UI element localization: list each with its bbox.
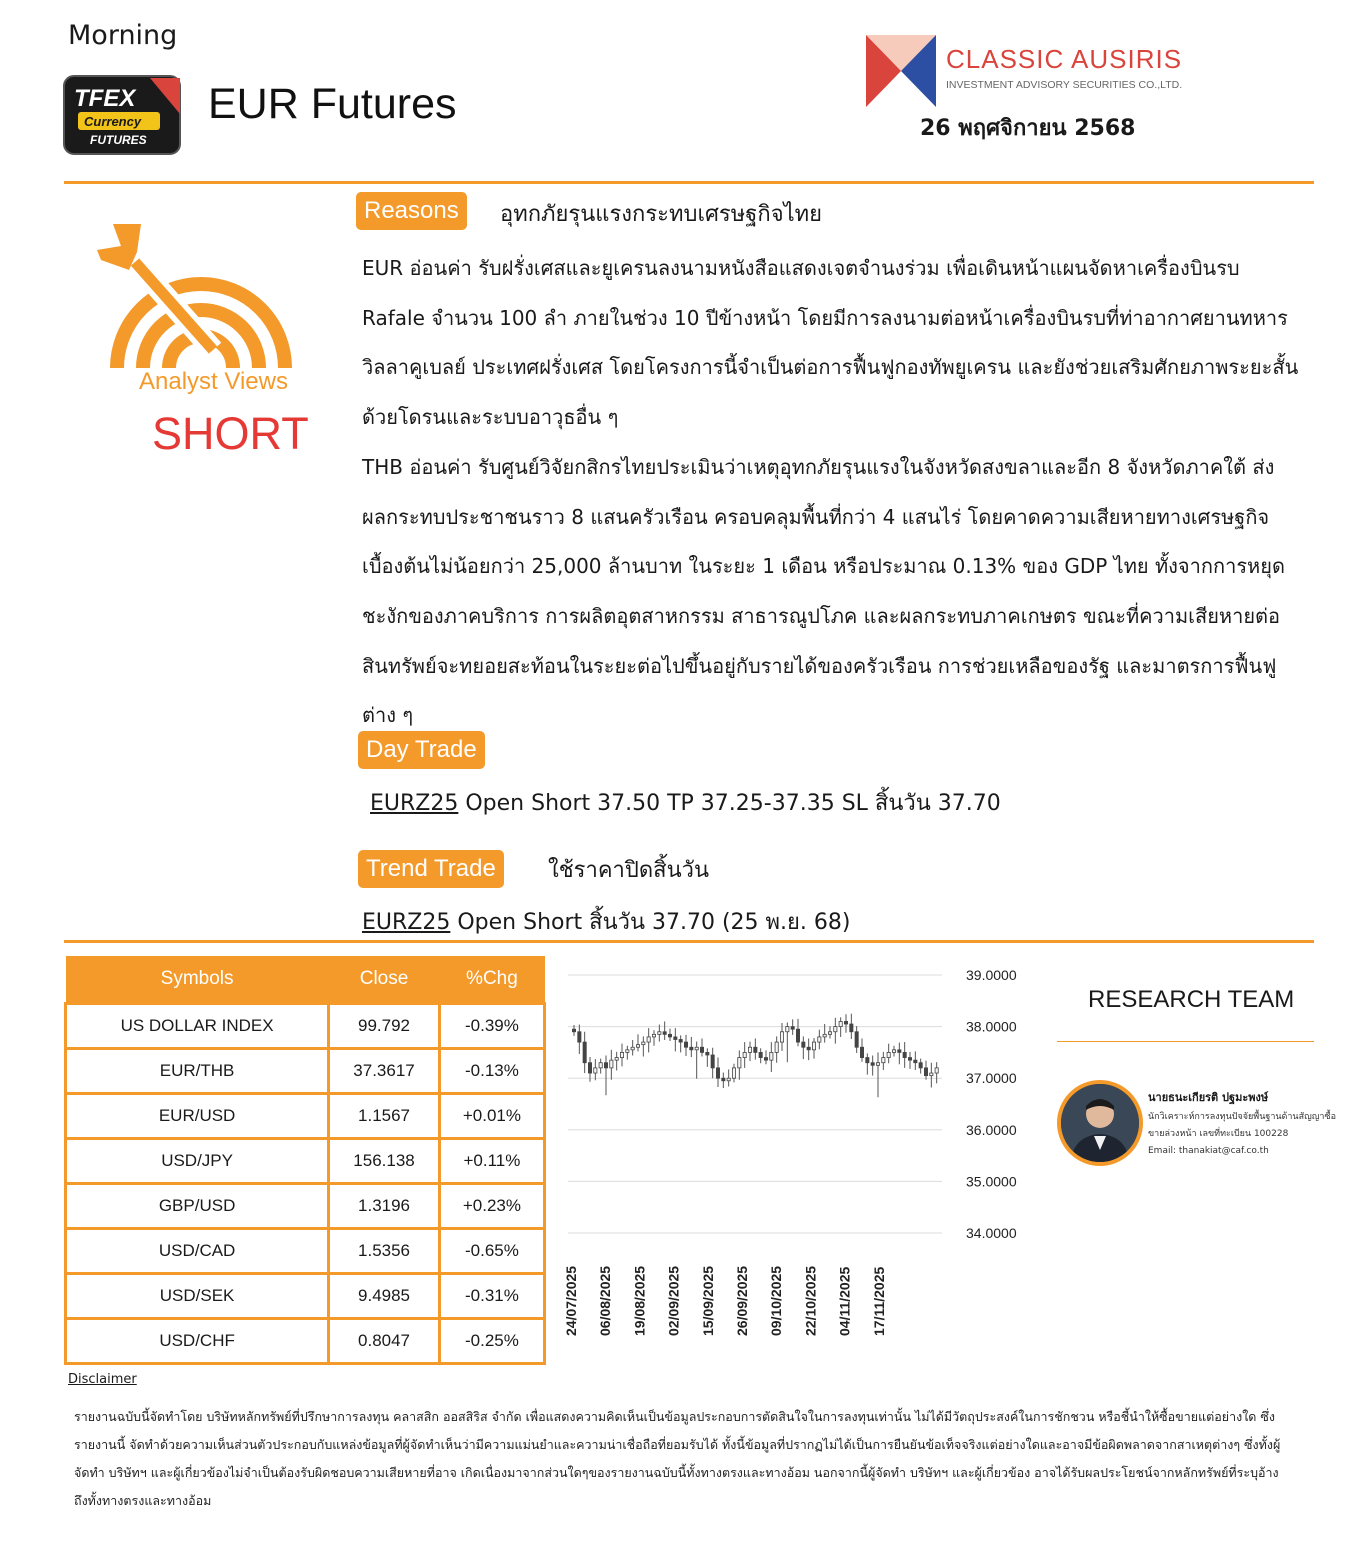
candle-body [615, 1058, 618, 1061]
y-tick-label: 38.0000 [966, 1018, 1017, 1035]
candle-body [716, 1068, 719, 1078]
chg-cell: -0.25% [439, 1319, 544, 1364]
candle-body [690, 1047, 693, 1050]
candle-body [743, 1052, 746, 1057]
candle-body [764, 1058, 767, 1061]
candle-body [892, 1050, 895, 1053]
analyst-name: นายธนะเกียรติ ปฐมะพงษ์ [1148, 1091, 1269, 1104]
candle-body [924, 1068, 927, 1076]
candle-body [823, 1034, 826, 1037]
candle-body [914, 1060, 917, 1063]
classic-ausiris-logo-mark [866, 35, 936, 107]
close-cell: 0.8047 [329, 1319, 440, 1364]
candle-body [588, 1063, 591, 1073]
candle-body [780, 1032, 783, 1042]
candle-body [876, 1063, 879, 1066]
futures-text: FUTURES [90, 133, 147, 147]
x-tick-label: 24/07/2025 [563, 1265, 579, 1336]
table-row [66, 1319, 545, 1364]
analyst-email: Email: thanakiat@caf.co.th [1148, 1146, 1269, 1156]
close-cell: 37.3617 [329, 1049, 440, 1094]
candle-body [610, 1060, 613, 1068]
table-row [66, 1094, 545, 1139]
candle-body [636, 1045, 639, 1048]
x-tick-label: 15/09/2025 [699, 1265, 716, 1336]
candle-body [748, 1047, 751, 1052]
candle-body [834, 1027, 837, 1032]
candle-body [860, 1047, 863, 1057]
reasons-headline: อุทกภัยรุนแรงกระทบเศรษฐกิจไทย [500, 202, 823, 227]
day-trade-symbol: EURZ25 [370, 791, 459, 816]
table-row [66, 1184, 545, 1229]
candle-body [898, 1050, 901, 1053]
candle-body [700, 1047, 703, 1052]
close-cell: 1.5356 [329, 1229, 440, 1274]
divider [64, 181, 1314, 184]
candle-body [775, 1042, 778, 1052]
candle-body [572, 1029, 575, 1032]
day-trade-detail: Open Short 37.50 TP 37.25-37.35 SL สิ้นวัน 37.70 [458, 791, 1001, 816]
table-row [66, 1229, 545, 1274]
symbol-cell: USD/CHF [66, 1319, 329, 1364]
col-symbols: Symbols [66, 956, 329, 1004]
table-row [66, 1004, 545, 1049]
trend-trade-note: ใช้ราคาปิดสิ้นวัน [548, 858, 710, 883]
reason-paragraph-eur: EUR อ่อนค่า รับฝรั่งเศสและยูเครนลงนามหนังสือแสดงเจตจำนงร่วม เพื่อเดินหน้าแผนจัดหาเครื่องบินรบ Rafale จำนวน 100 ลำ ภายในช่วง 10 ปีข้างหน้า โดยมีการลงนามต่อหน้าเครื่องบินรบที่ท่าอากาศยานทหารวิลลาคูเบลย์ ประเทศฝรั่งเศส โดยโครงการนี้จำเป็นต่อการฟื้นฟูกองทัพยูเครน และยังช่วยเสริมศักยภาพระยะสั้นด้วยโดรนและระบบอาวุธอื่น ๆ [362, 256, 1299, 430]
candle-body [722, 1078, 725, 1081]
candle-body [679, 1040, 682, 1043]
chg-cell: -0.65% [439, 1229, 544, 1274]
chg-cell: +0.01% [439, 1094, 544, 1139]
x-tick-label: 06/08/2025 [597, 1265, 614, 1336]
close-cell: 99.792 [329, 1004, 440, 1049]
chg-cell: +0.23% [439, 1184, 544, 1229]
chg-cell: -0.39% [439, 1004, 544, 1049]
candle-body [919, 1063, 922, 1068]
analyst-info-line: ขายล่วงหน้า เลขที่ทะเบียน 100228 [1148, 1129, 1289, 1139]
candle-body [908, 1058, 911, 1061]
morning-label: Morning [68, 20, 178, 51]
report-date: 26 พฤศจิกายน 2568 [920, 116, 1136, 141]
candle-body [786, 1027, 789, 1032]
candle-body [599, 1063, 602, 1068]
trend-trade-tag: Trend Trade [358, 850, 504, 888]
candle-body [807, 1047, 810, 1050]
chg-cell: -0.13% [439, 1049, 544, 1094]
y-tick-label: 37.0000 [966, 1070, 1017, 1087]
disclaimer-title: Disclaimer [68, 1372, 137, 1387]
candle-body [796, 1029, 799, 1042]
candle-body [844, 1021, 847, 1024]
candle-body [754, 1047, 757, 1052]
fx-quotes-table [64, 956, 546, 1365]
divider [64, 940, 1314, 943]
disclaimer-text: รายงานฉบับนี้จัดทำโดย บริษัทหลักทรัพย์ที่ปรึกษาการลงทุน คลาสสิก ออสสิริส จำกัด เพื่อแสดงความคิดเห็นเป็นข้อมูลประกอบการตัดสินใจในการลงทุนเท่านั้น ไม่ได้มีวัตถุประสงค์ในการชักชวน หรือชี้นำให้ซื้อขายแต่อย่างใด ซึ่งรายงานนี้ จัดทำด้วยความเห็นส่วนตัวประกอบกับแหล่งข้อมูลที่ผู้จัดทำเห็นว่ามีความแม่นยำและความน่าเชื่อถือที่ยอมรับได้ ทั้งนี้ข้อมูลที่ปรากฏไม่ได้เป็นการยืนยันข้อเท็จจริงแต่อย่างใดและอาจมีข้อผิดพลาดจากสาเหตุต่างๆ ซึ่งทั้งผู้จัดทำ บริษัทฯ และผู้เกี่ยวข้องไม่จำเป็นต้องรับผิดชอบความเสียหายที่อาจ เกิดเนื่องมาจากส่วนใดๆของรายงานฉบับนี้ทั้งทางตรงและทางอ้อม นอกจากนี้ผู้จัดทำ บริษัทฯ และผู้เกี่ยวข้อง อาจได้รับผลประโยชน์จากหลักทรัพย์ที่ระบุอ้างถึงทั้งทางตรงและทางอ้อม [74, 1409, 1281, 1508]
symbol-cell: US DOLLAR INDEX [66, 1004, 329, 1049]
day-trade-tag: Day Trade [358, 731, 485, 769]
currency-text: Currency [84, 114, 142, 129]
col-chg: %Chg [439, 956, 544, 1004]
candle-body [620, 1052, 623, 1057]
page-title: EUR Futures [208, 80, 457, 128]
candle-body [578, 1032, 581, 1042]
candle-body [626, 1050, 629, 1053]
tfex-currency-futures-logo [62, 74, 182, 156]
candle-body [647, 1037, 650, 1042]
candle-body [594, 1068, 597, 1073]
candle-body [930, 1073, 933, 1076]
candle-body [759, 1052, 762, 1057]
analyst-info-line: นักวิเคราะห์การลงทุนปัจจัยพื้นฐานด้านสัญญาซื้อ [1148, 1112, 1336, 1122]
table-row [66, 1274, 545, 1319]
symbol-cell: GBP/USD [66, 1184, 329, 1229]
candle-body [706, 1052, 709, 1055]
candle-body [663, 1032, 666, 1035]
candle-body [887, 1052, 890, 1057]
candle-body [871, 1063, 874, 1066]
trend-trade-detail: Open Short สิ้นวัน 37.70 (25 พ.ย. 68) [450, 910, 851, 935]
research-divider [1057, 1041, 1314, 1042]
candle-body [850, 1024, 853, 1032]
trend-trade-symbol: EURZ25 [362, 910, 451, 935]
candle-body [642, 1042, 645, 1045]
close-cell: 1.1567 [329, 1094, 440, 1139]
candle-body [866, 1058, 869, 1063]
person-icon [1061, 1084, 1139, 1162]
symbol-cell: EUR/THB [66, 1049, 329, 1094]
candle-body [882, 1058, 885, 1063]
candle-body [711, 1055, 714, 1068]
brand-name: CLASSIC AUSIRIS [946, 44, 1183, 74]
target-dart-icon [95, 222, 305, 372]
candle-body [695, 1047, 698, 1050]
chg-cell: +0.11% [439, 1139, 544, 1184]
analyst-avatar [1057, 1080, 1143, 1166]
y-tick-label: 36.0000 [966, 1121, 1017, 1138]
candle-body [770, 1052, 773, 1060]
candle-body [604, 1063, 607, 1068]
analyst-info [1148, 1109, 1348, 1160]
y-tick-label: 35.0000 [966, 1173, 1017, 1190]
candle-body [935, 1068, 938, 1073]
eurz25-candlestick-chart [556, 958, 1036, 1348]
analyst-views-label: Analyst Views [139, 368, 288, 395]
symbol-cell: USD/SEK [66, 1274, 329, 1319]
candle-body [652, 1034, 655, 1037]
symbol-cell: USD/CAD [66, 1229, 329, 1274]
candle-body [738, 1058, 741, 1068]
analyst-view-signal: SHORT [152, 408, 309, 459]
tfex-text: TFEX [74, 85, 136, 112]
trend-trade-line [362, 904, 850, 939]
close-cell: 9.4985 [329, 1274, 440, 1319]
y-tick-label: 39.0000 [966, 967, 1017, 983]
symbol-cell: USD/JPY [66, 1139, 329, 1184]
reasons-tag: Reasons [356, 192, 467, 230]
candle-body [583, 1042, 586, 1063]
y-tick-label: 34.0000 [966, 1225, 1017, 1241]
candle-body [732, 1068, 735, 1078]
close-cell: 156.138 [329, 1139, 440, 1184]
candle-body [812, 1042, 815, 1050]
table-header-row [66, 956, 545, 1004]
x-tick-label: 22/10/2025 [802, 1265, 819, 1336]
reasons-body [362, 244, 1307, 741]
candle-body [818, 1037, 821, 1042]
symbol-cell: EUR/USD [66, 1094, 329, 1139]
candle-body [658, 1032, 661, 1035]
x-tick-label: 17/11/2025 [870, 1266, 887, 1336]
candle-body [674, 1037, 677, 1040]
research-team-title: RESEARCH TEAM [1088, 986, 1295, 1013]
candle-body [855, 1032, 858, 1047]
candle-body [791, 1027, 794, 1030]
candle-body [631, 1047, 634, 1050]
x-tick-label: 19/08/2025 [631, 1265, 648, 1336]
candle-body [903, 1052, 906, 1057]
col-close: Close [329, 956, 440, 1004]
brand-subtitle: INVESTMENT ADVISORY SECURITIES CO.,LTD. [946, 79, 1183, 91]
candle-body [828, 1032, 831, 1035]
x-tick-label: 02/09/2025 [665, 1265, 682, 1336]
candle-body [684, 1042, 687, 1047]
candle-body [668, 1034, 671, 1037]
x-tick-label: 09/10/2025 [768, 1265, 785, 1336]
close-cell: 1.3196 [329, 1184, 440, 1229]
candle-body [727, 1078, 730, 1081]
chg-cell: -0.31% [439, 1274, 544, 1319]
x-tick-label: 04/11/2025 [836, 1266, 853, 1336]
candle-body [839, 1021, 842, 1026]
day-trade-line [370, 785, 1001, 820]
x-tick-label: 26/09/2025 [734, 1265, 750, 1336]
table-row [66, 1049, 545, 1094]
candle-body [802, 1042, 805, 1047]
table-row [66, 1139, 545, 1184]
reason-paragraph-thb: THB อ่อนค่า รับศูนย์วิจัยกสิกรไทยประเมินว่าเหตุอุทกภัยรุนแรงในจังหวัดสงขลาและอีก 8 จังหวัดภาคใต้ ส่งผลกระทบประชาชนราว 8 แสนครัวเรือน ครอบคลุมพื้นที่กว่า 4 แสนไร่ โดยคาดความเสียหายทางเศรษฐกิจเบื้องต้นไม่น้อยกว่า 25,000 ล้านบาท ในระยะ 1 เดือน หรือประมาณ 0.13% ของ GDP ไทย ทั้งจากการหยุดชะงักของภาคบริการ การผลิตอุตสาหกรรม สาธารณูปโภค และผลกระทบภาคเกษตร ขณะที่ความเสียหายต่อสินทรัพย์จะทยอยสะท้อนในระยะต่อไปขึ้นอยู่กับรายได้ของครัวเรือน การช่วยเหลือของรัฐ และมาตรการฟื้นฟูต่าง ๆ [362, 454, 1285, 728]
